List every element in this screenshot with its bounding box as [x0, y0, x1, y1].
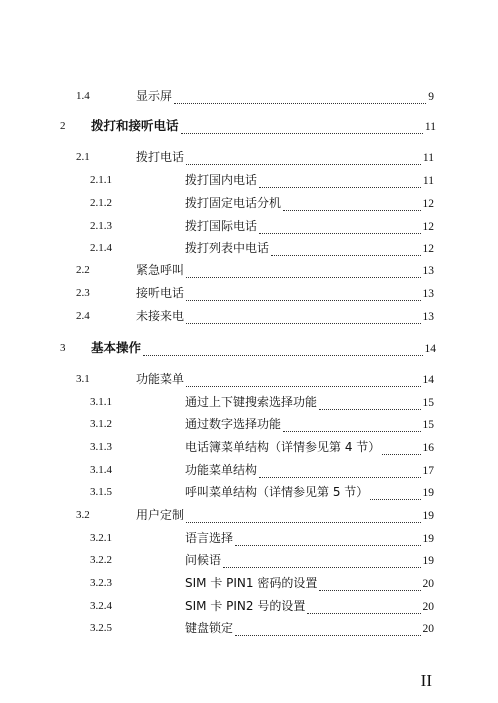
toc-entry-line [91, 115, 436, 138]
toc-entry[interactable] [0, 192, 498, 214]
page-number: II [420, 671, 432, 690]
toc-entry[interactable] [0, 413, 498, 435]
toc-entry-page: 20 [422, 623, 434, 635]
toc-entry-title: 功能菜单结构 [185, 463, 258, 477]
toc-entry-page: 16 [422, 442, 434, 454]
toc-entry[interactable] [0, 146, 498, 168]
dot-leader [319, 408, 420, 410]
dot-leader [181, 132, 423, 134]
toc-entry-line [136, 504, 434, 527]
toc-entry-page: 17 [422, 465, 434, 477]
toc-entry-page: 13 [422, 265, 434, 277]
toc-entry[interactable] [0, 617, 498, 639]
toc-entry-page: 19 [422, 487, 434, 499]
toc-entry-title: 拨打列表中电话 [185, 241, 270, 255]
toc-entry-number: 3.2.3 [90, 577, 112, 589]
toc-entry[interactable] [0, 237, 498, 259]
toc-entry-title: 未接来电 [136, 309, 185, 323]
toc-entry[interactable] [0, 337, 498, 359]
toc-entry-line [136, 259, 434, 282]
toc-entry-page: 9 [428, 91, 434, 103]
toc-entry-page: 20 [422, 601, 434, 613]
dot-leader [370, 498, 420, 500]
toc-entry-title: 语言选择 [185, 531, 234, 545]
toc-entry-title: 拨打国际电话 [185, 219, 258, 233]
dot-leader [307, 612, 420, 614]
toc-entry-page: 11 [422, 152, 434, 164]
toc-entry-page: 14 [422, 374, 434, 386]
toc-entry-line [91, 337, 436, 360]
dot-leader [283, 209, 420, 211]
toc-entry[interactable] [0, 259, 498, 281]
toc-entry-title: 拨打和接听电话 [91, 118, 179, 133]
toc-entry[interactable] [0, 481, 498, 503]
toc-entry-number: 3.2.1 [90, 532, 112, 544]
toc-entry[interactable] [0, 305, 498, 327]
dot-leader [259, 476, 420, 478]
toc-entry-title: 紧急呼叫 [136, 263, 185, 277]
toc-entry-page: 12 [422, 198, 434, 210]
toc-entry-page: 12 [422, 221, 434, 233]
toc-entry-number: 3.1.2 [90, 418, 112, 430]
toc-entry-page: 11 [422, 175, 434, 187]
toc-entry-number: 2.1.1 [90, 174, 112, 186]
toc-entry-title: 显示屏 [136, 89, 173, 103]
toc-entry-number: 2.1.2 [90, 197, 112, 209]
toc-entry[interactable] [0, 169, 498, 191]
toc-entry[interactable] [0, 115, 498, 137]
toc-entry-page: 11 [424, 121, 436, 133]
toc-entry[interactable] [0, 282, 498, 304]
dot-leader [382, 453, 420, 455]
toc-entry-title: 拨打固定电话分机 [185, 196, 282, 210]
dot-leader [235, 544, 420, 546]
toc-entry-number: 3.2.2 [90, 554, 112, 566]
toc-entry-line [185, 527, 434, 550]
toc-entry-line [185, 413, 434, 436]
toc-entry-line [185, 169, 434, 192]
toc-entry-page: 19 [422, 533, 434, 545]
toc-entry[interactable] [0, 368, 498, 390]
toc-entry[interactable] [0, 549, 498, 571]
toc-entry-line [136, 146, 434, 169]
dot-leader [259, 186, 421, 188]
toc-entry-page: 19 [422, 555, 434, 567]
dot-leader [235, 634, 420, 636]
toc-entry-title: 拨打电话 [136, 150, 185, 164]
toc-entry[interactable] [0, 572, 498, 594]
toc-entry-number: 1.4 [76, 90, 90, 102]
toc-entry-number: 3 [60, 342, 66, 354]
dot-leader [259, 232, 420, 234]
toc-entry-line [136, 368, 434, 391]
toc-entry-line [185, 215, 434, 238]
toc-entry[interactable] [0, 215, 498, 237]
toc-entry-page: 13 [422, 288, 434, 300]
toc-entry-line [185, 572, 434, 595]
toc-entry-title: 问候语 [185, 553, 222, 567]
toc-entry[interactable] [0, 459, 498, 481]
toc-entry-number: 3.1 [76, 373, 90, 385]
toc-entry[interactable] [0, 85, 498, 107]
dot-leader [271, 254, 420, 256]
toc-entry-title: 接听电话 [136, 286, 185, 300]
toc-entry-number: 2.2 [76, 264, 90, 276]
dot-leader [283, 430, 420, 432]
toc-entry-page: 19 [422, 510, 434, 522]
toc-entry-number: 3.1.3 [90, 441, 112, 453]
dot-leader [186, 385, 420, 387]
toc-entry-title: 基本操作 [91, 340, 142, 355]
dot-leader [174, 102, 426, 104]
toc-entry-number: 3.2.4 [90, 600, 112, 612]
toc-entry[interactable] [0, 504, 498, 526]
toc-entry-line [185, 549, 434, 572]
toc-entry-page: 20 [422, 578, 434, 590]
toc-entry-page: 13 [422, 311, 434, 323]
toc-entry[interactable] [0, 391, 498, 413]
toc-entry-page: 14 [424, 343, 436, 355]
toc-entry-number: 2.4 [76, 310, 90, 322]
dot-leader [223, 566, 420, 568]
toc-entry-line [185, 459, 434, 482]
toc-entry[interactable] [0, 595, 498, 617]
toc-entry-title: 功能菜单 [136, 372, 185, 386]
toc-entry-line [185, 595, 434, 618]
dot-leader [186, 521, 420, 523]
dot-leader [186, 299, 420, 301]
toc-entry-page: 12 [422, 243, 434, 255]
toc-entry-number: 2.1.3 [90, 220, 112, 232]
toc-entry-title: 拨打国内电话 [185, 173, 258, 187]
dot-leader [319, 589, 420, 591]
toc-entry-title: 呼叫菜单结构（详情参见第 5 节） [185, 485, 369, 499]
toc-entry[interactable] [0, 436, 498, 458]
toc-entry-number: 2.1.4 [90, 242, 112, 254]
toc-entry-line [185, 481, 434, 504]
dot-leader [186, 276, 420, 278]
toc-entry-title: 用户定制 [136, 508, 185, 522]
toc-entry-title: 电话簿菜单结构（详情参见第 4 节） [185, 440, 381, 454]
toc-entry-title: 通过数字选择功能 [185, 417, 282, 431]
toc-entry-line [185, 391, 434, 414]
toc-entry-line [185, 617, 434, 640]
toc-entry-line [136, 85, 434, 108]
toc-entry-line [136, 305, 434, 328]
toc-entry-number: 3.1.1 [90, 396, 112, 408]
toc-entry-number: 3.1.4 [90, 464, 112, 476]
toc-entry-title: 通过上下键搜索选择功能 [185, 395, 318, 409]
toc-entry-page: 15 [422, 397, 434, 409]
toc-entry-number: 2.1 [76, 151, 90, 163]
toc-entry[interactable] [0, 527, 498, 549]
toc-entry-page: 15 [422, 419, 434, 431]
dot-leader [186, 322, 420, 324]
dot-leader [186, 163, 421, 165]
toc-entry-line [185, 436, 434, 459]
toc-entry-line [185, 237, 434, 260]
toc-entry-line [136, 282, 434, 305]
toc-entry-number: 2.3 [76, 287, 90, 299]
toc-entry-number: 3.2 [76, 509, 90, 521]
toc-entry-number: 3.1.5 [90, 486, 112, 498]
toc-entry-title: 键盘锁定 [185, 621, 234, 635]
toc-entry-number: 3.2.5 [90, 622, 112, 634]
toc-entry-title: SIM 卡 PIN2 号的设置 [185, 599, 306, 613]
toc-entry-line [185, 192, 434, 215]
toc-entry-number: 2 [60, 120, 66, 132]
dot-leader [143, 354, 422, 356]
toc-entry-title: SIM 卡 PIN1 密码的设置 [185, 576, 318, 590]
